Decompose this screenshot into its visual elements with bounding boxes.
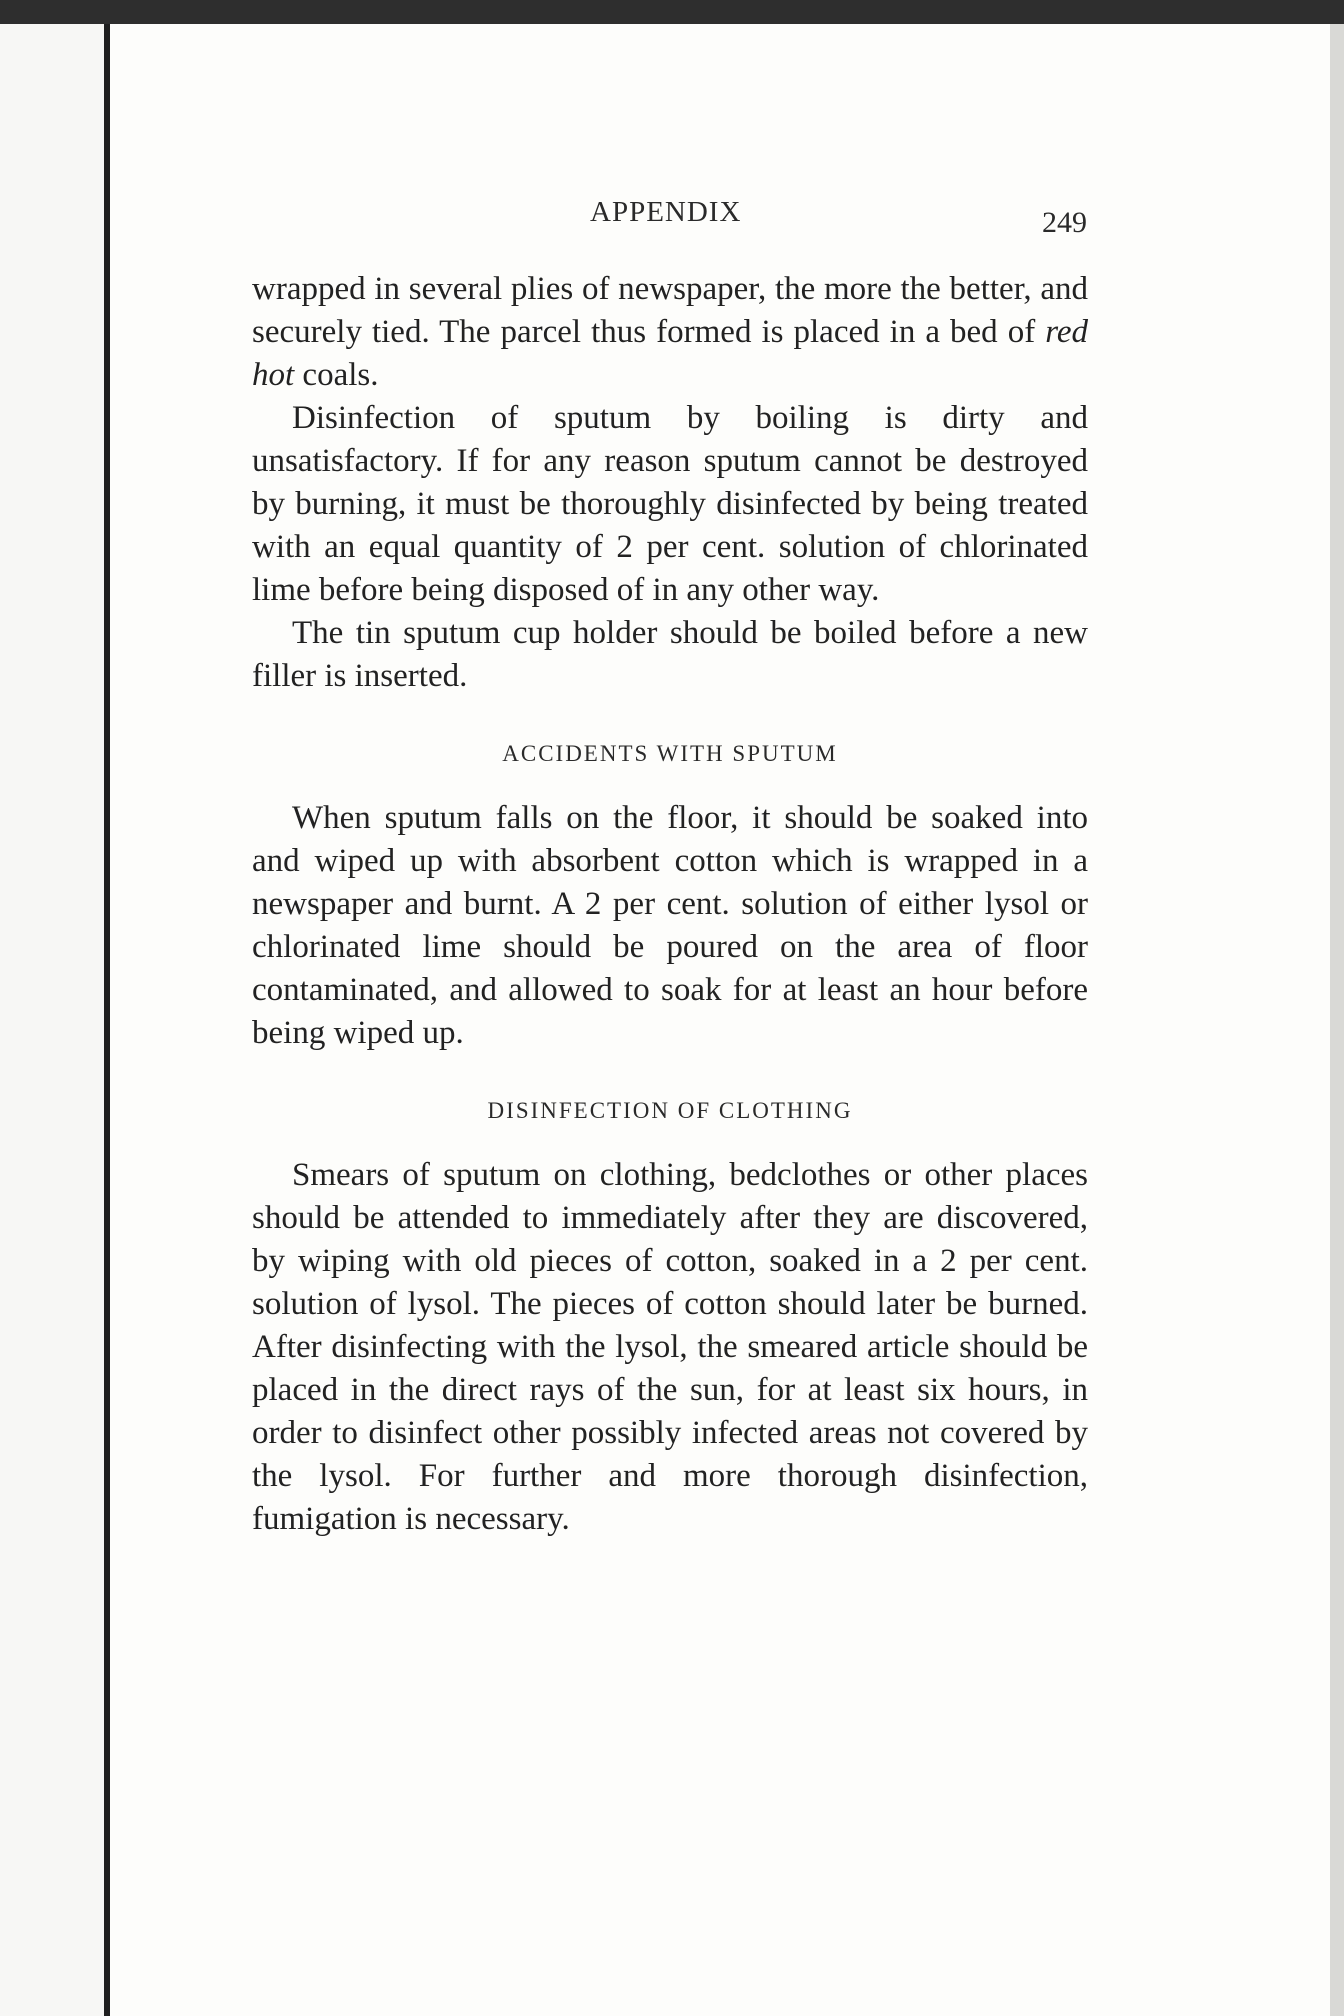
paragraph: The tin sputum cup holder should be boiled before a new filler is inserted.	[252, 615, 1088, 694]
emphasis-text: red hot	[252, 314, 1088, 393]
body-text	[252, 268, 1088, 1541]
paragraph: Smears of sputum on clothing, bedclothes or other places should be attended to immediately after they are discovered, by wiping with old pieces of cotton, soaked in a 2 per cent. solution of lysol. The pieces of cotton should later be burned. After disinfecting with the lysol, the smeared article should be placed in the direct rays of the sun, for at least six hours, in order to disinfect other possibly infected areas not covered by the lysol. For further and more thorough disinfection, fumigation is necessary.	[252, 1157, 1088, 1537]
paragraph: Disinfection of sputum by boiling is dirty and unsatisfactory. If for any reason sputum cannot be destroyed by burning, it must be thoroughly disinfected by being treated with an equal quantity of 2 per cent. solution of chlorinated lime before being disposed of in any other way.	[252, 400, 1088, 608]
paragraph: When sputum falls on the floor, it should be soaked into and wiped up with absorbent cotton which is wrapped in a newspaper and burnt. A 2 per cent. solution of either lysol or chlorinated lime should be poured on the area of floor contaminated, and allowed to soak for at least an hour before being wiped up.	[252, 800, 1088, 1051]
section-heading-clothing: DISINFECTION OF CLOTHING	[487, 1098, 853, 1123]
section-heading-accidents: ACCIDENTS WITH SPUTUM	[502, 741, 838, 766]
paragraph	[252, 268, 1088, 397]
page-number: 249	[1042, 206, 1087, 239]
paragraph-text: wrapped in several plies of newspaper, the more the better, and securely tied. The parcel thus formed is placed in a bed of	[252, 271, 1088, 350]
page-edge	[1330, 24, 1344, 2016]
paragraph-text: coals.	[294, 357, 379, 393]
running-head: APPENDIX	[590, 196, 742, 228]
facing-page-margin	[0, 24, 104, 2016]
